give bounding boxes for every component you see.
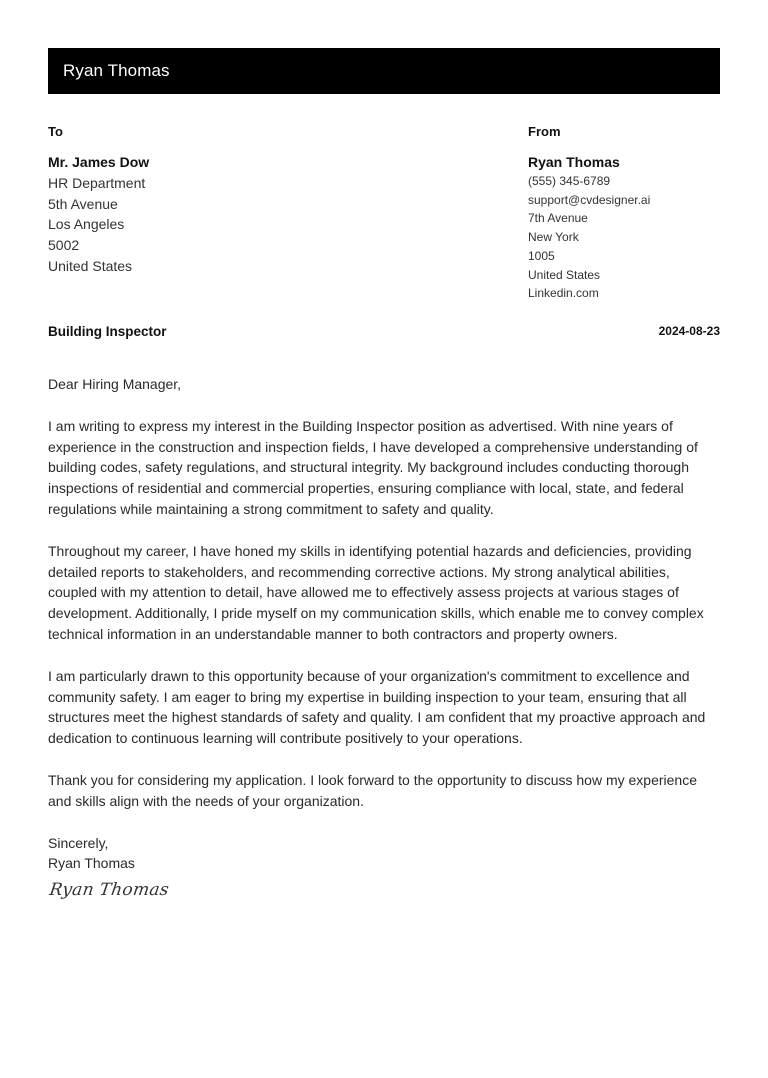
recipient-name: Mr. James Dow	[48, 154, 150, 170]
sender-country: United States	[528, 267, 601, 282]
sender-linkedin: Linkedin.com	[528, 286, 599, 301]
recipient-city: Los Angeles	[48, 216, 125, 233]
paragraph-3: I am particularly drawn to this opportunity because of your organization's commitment to excellence and community safety. I am eager to bring my expertise in building inspection to your team, ensuring that all structures meet the highest standards of safety and quality. I am confident that my proactive approach and dedication to continuous learning will contribute positively to your operations.	[48, 667, 706, 747]
sender-email: support@cvdesigner.ai	[528, 192, 651, 207]
sender-street: 7th Avenue	[528, 211, 588, 226]
sender-label: From	[528, 124, 561, 139]
recipient-country: United States	[48, 257, 133, 274]
sender-block	[528, 124, 720, 303]
paragraph-1: I am writing to express my interest in the Building Inspector position as advertised. With nine years of experience in the construction and inspection fields, I have developed a comprehensive understanding of building codes, safety regulations, and structural integrity. My background includes conducting thorough inspections of residential and commercial properties, ensuring compliance with local, state, and federal regulations while maintaining a strong commitment to safety and quality.	[48, 417, 698, 517]
sender-city: New York	[528, 230, 579, 245]
letter-body	[48, 374, 720, 901]
sender-name: Ryan Thomas	[528, 154, 620, 170]
recipient-label: To	[48, 124, 63, 139]
sender-postcode: 1005	[528, 248, 555, 263]
recipient-postcode: 5002	[48, 237, 80, 254]
sender-contact	[528, 172, 720, 303]
subject-row	[48, 324, 720, 342]
salutation: Dear Hiring Manager,	[48, 376, 182, 392]
sender-phone: (555) 345-6789	[528, 174, 611, 188]
paragraph-2: Throughout my career, I have honed my skills in identifying potential hazards and deficiencies, providing detailed reports to stakeholders, and recommending corrective actions. My strong analytical abilities, coupled with my attention to detail, have allowed me to effectively assess projects at various stages of development. Additionally, I pride myself on my communication skills, which enable me to convey complex technical information in an understandable manner to both contractors and property owners.	[48, 542, 704, 642]
header-name: Ryan Thomas	[63, 61, 170, 80]
closing-name: Ryan Thomas	[48, 855, 135, 872]
cover-letter-page	[48, 48, 720, 901]
recipient-street: 5th Avenue	[48, 195, 118, 212]
paragraph-4: Thank you for considering my application. I look forward to the opportunity to discuss how my experience and skills align with the needs of your organization.	[48, 771, 697, 809]
recipient-block	[48, 124, 348, 277]
recipient-address	[48, 173, 348, 277]
handwritten-signature: Ryan Thomas	[48, 880, 171, 901]
recipient-department: HR Department	[48, 175, 146, 191]
subject-line: Building Inspector	[48, 324, 167, 339]
closing: Sincerely,	[48, 834, 109, 851]
address-section	[48, 124, 720, 324]
header-bar	[48, 48, 720, 94]
letter-date: 2024-08-23	[658, 324, 720, 338]
